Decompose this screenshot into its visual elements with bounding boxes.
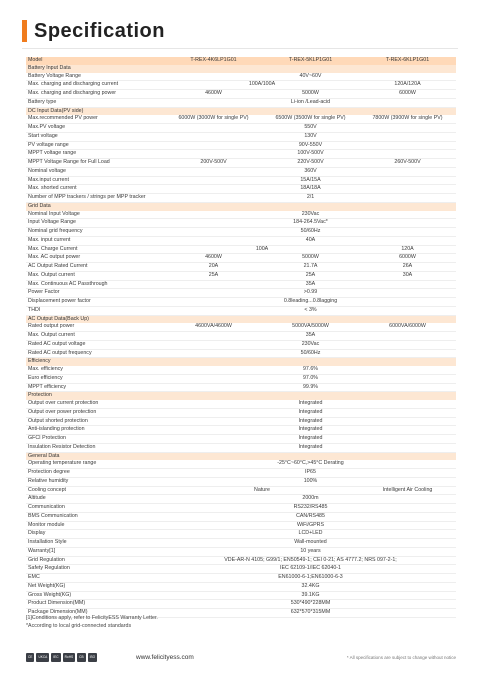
spec-label: Max.input current bbox=[26, 176, 165, 185]
spec-row bbox=[26, 408, 456, 417]
spec-row bbox=[26, 521, 456, 530]
spec-label: Rated output power bbox=[26, 323, 165, 331]
spec-row bbox=[26, 349, 456, 358]
spec-value: 39.1KG bbox=[165, 591, 456, 600]
spec-label: Anti-islanding protection bbox=[26, 426, 165, 435]
spec-label: Output over current protection bbox=[26, 400, 165, 408]
spec-row bbox=[26, 141, 456, 150]
spec-row bbox=[26, 435, 456, 444]
spec-value: 4600VA/4600W bbox=[165, 323, 262, 331]
spec-value: 26A bbox=[359, 263, 456, 272]
spec-label: Grid Regulation bbox=[26, 556, 165, 565]
spec-row bbox=[26, 547, 456, 556]
spec-label: Max. Continuous AC Passthrough bbox=[26, 280, 165, 289]
spec-label: EMC bbox=[26, 574, 165, 583]
spec-label: Max. shorted current bbox=[26, 185, 165, 194]
spec-label: Safety Regulation bbox=[26, 565, 165, 574]
spec-value: 360V bbox=[165, 167, 456, 176]
spec-value: Integrated bbox=[165, 408, 456, 417]
spec-label: GFCI Protection bbox=[26, 435, 165, 444]
spec-row bbox=[26, 460, 456, 468]
spec-row bbox=[26, 150, 456, 159]
spec-value: Nature bbox=[165, 486, 359, 495]
spec-row bbox=[26, 176, 456, 185]
spec-value: 5000W bbox=[262, 254, 359, 263]
spec-value: 99.9% bbox=[165, 383, 456, 392]
spec-value: 130V bbox=[165, 132, 456, 141]
section-title: Efficiency bbox=[26, 358, 456, 366]
spec-label: Max. efficiency bbox=[26, 366, 165, 374]
spec-row bbox=[26, 115, 456, 123]
spec-row bbox=[26, 194, 456, 203]
section-header-ac-output-data-back-up bbox=[26, 315, 456, 323]
spec-row bbox=[26, 167, 456, 176]
spec-value: LCD+LED bbox=[165, 530, 456, 539]
spec-row bbox=[26, 271, 456, 280]
spec-row bbox=[26, 298, 456, 307]
spec-value: 97.0% bbox=[165, 374, 456, 383]
spec-value: 260V-500V bbox=[359, 159, 456, 168]
spec-value: VDE-AR-N 4105; G99/1; EN50549-1; CEI 0-21; AS 4777.2; NRS 097-2-1; bbox=[165, 556, 456, 565]
spec-value: 632*570*315MM bbox=[165, 609, 456, 618]
spec-value: 530*490*228MM bbox=[165, 600, 456, 609]
spec-label: Installation Style bbox=[26, 539, 165, 548]
spec-value: WiFi/GPRS bbox=[165, 521, 456, 530]
spec-value: Integrated bbox=[165, 443, 456, 452]
spec-value: IP65 bbox=[165, 469, 456, 478]
spec-row bbox=[26, 366, 456, 374]
section-header-efficiency bbox=[26, 358, 456, 366]
spec-row bbox=[26, 565, 456, 574]
specification-table bbox=[26, 57, 456, 618]
spec-label: Nominal voltage bbox=[26, 167, 165, 176]
spec-value: 40A bbox=[165, 236, 456, 245]
model-column-header: T-REX-6KLP1G01 bbox=[359, 57, 456, 65]
spec-label: Net Weight(KG) bbox=[26, 582, 165, 591]
spec-value: >0.99 bbox=[165, 289, 456, 298]
spec-value: 120A bbox=[359, 245, 456, 254]
spec-label: MPPT Voltage Range for Full Load bbox=[26, 159, 165, 168]
spec-label: THDI bbox=[26, 306, 165, 315]
spec-label: Gross Weight(KG) bbox=[26, 591, 165, 600]
spec-value: 100A bbox=[165, 245, 359, 254]
spec-label: Max. charging and discharging power bbox=[26, 90, 165, 99]
spec-label: Relative humidity bbox=[26, 477, 165, 486]
spec-label: Max. Charge Current bbox=[26, 245, 165, 254]
spec-value: 25A bbox=[262, 271, 359, 280]
spec-value: 40V~60V bbox=[165, 73, 456, 81]
section-title: DC Input Data(PV side) bbox=[26, 107, 456, 115]
spec-value: 2000m bbox=[165, 495, 456, 504]
spec-label: Communication bbox=[26, 504, 165, 513]
spec-row bbox=[26, 477, 456, 486]
spec-label: Nominal grid frequency bbox=[26, 228, 165, 237]
spec-label: Cooling concept bbox=[26, 486, 165, 495]
spec-value: 97.6% bbox=[165, 366, 456, 374]
spec-value: 100A/100A bbox=[165, 81, 359, 90]
spec-row bbox=[26, 530, 456, 539]
spec-row bbox=[26, 289, 456, 298]
spec-row bbox=[26, 383, 456, 392]
spec-value: 6000VA/6000W bbox=[359, 323, 456, 331]
section-header-battery-input-data bbox=[26, 65, 456, 73]
title-accent-bar bbox=[22, 20, 27, 42]
spec-label: Battery Voltage Range bbox=[26, 73, 165, 81]
spec-label: Package Dimension(MM) bbox=[26, 609, 165, 618]
spec-value: -25°C~60°C,>45°C Derating bbox=[165, 460, 456, 468]
spec-row bbox=[26, 417, 456, 426]
spec-value: 100V-500V bbox=[165, 150, 456, 159]
spec-value: EN61000-6-1;EN61000-6-3 bbox=[165, 574, 456, 583]
spec-value: 4600W bbox=[165, 254, 262, 263]
spec-value: 90V-550V bbox=[165, 141, 456, 150]
disclaimer-text: * All specifications are subject to change without notice bbox=[346, 655, 456, 660]
spec-value: 50/60Hz bbox=[165, 349, 456, 358]
spec-row bbox=[26, 591, 456, 600]
spec-row bbox=[26, 98, 456, 107]
spec-row bbox=[26, 228, 456, 237]
section-header-general-data bbox=[26, 452, 456, 460]
spec-value: 6000W (3000W for single PV) bbox=[165, 115, 262, 123]
spec-label: Output over power protection bbox=[26, 408, 165, 417]
spec-row bbox=[26, 245, 456, 254]
spec-value: 184-264.5Vac* bbox=[165, 219, 456, 228]
section-title: Protection bbox=[26, 392, 456, 400]
spec-label: Output shorted protection bbox=[26, 417, 165, 426]
section-header-dc-input-data-pv-side bbox=[26, 107, 456, 115]
spec-value: 6000W bbox=[359, 90, 456, 99]
spec-label: Protection degree bbox=[26, 469, 165, 478]
spec-label: Max. AC output power bbox=[26, 254, 165, 263]
footnote-warranty: [1]Conditions apply, refer to FelicityESS Warranty Letter. bbox=[26, 615, 158, 621]
page-footer bbox=[26, 652, 456, 664]
spec-row bbox=[26, 400, 456, 408]
spec-label: Warranty[1] bbox=[26, 547, 165, 556]
spec-value: 550V bbox=[165, 124, 456, 133]
spec-value: RS232/RS485 bbox=[165, 504, 456, 513]
spec-row bbox=[26, 185, 456, 194]
spec-row bbox=[26, 211, 456, 219]
spec-label: Max. Output current bbox=[26, 332, 165, 341]
spec-value: 35A bbox=[165, 332, 456, 341]
spec-row bbox=[26, 332, 456, 341]
spec-value: 5000W bbox=[262, 90, 359, 99]
title-divider bbox=[22, 48, 458, 49]
spec-row bbox=[26, 539, 456, 548]
spec-row bbox=[26, 73, 456, 81]
spec-label: MPPT voltage range bbox=[26, 150, 165, 159]
spec-label: Max. charging and discharging current bbox=[26, 81, 165, 90]
model-header-row bbox=[26, 57, 456, 65]
spec-label: Max.recommended PV power bbox=[26, 115, 165, 123]
spec-row bbox=[26, 443, 456, 452]
spec-value: Integrated bbox=[165, 417, 456, 426]
spec-value: Integrated bbox=[165, 435, 456, 444]
model-column-header: T-REX-4K6LP1G01 bbox=[165, 57, 262, 65]
spec-label: MPPT efficiency bbox=[26, 383, 165, 392]
certification-logo: IEC bbox=[51, 653, 60, 662]
spec-value: 120A/120A bbox=[359, 81, 456, 90]
spec-label: Operating temperature range bbox=[26, 460, 165, 468]
certification-logo: CB bbox=[77, 653, 85, 662]
spec-row bbox=[26, 340, 456, 349]
spec-value: Wall-mounted bbox=[165, 539, 456, 548]
section-title: Grid Data bbox=[26, 202, 456, 210]
spec-label: Max. Output current bbox=[26, 271, 165, 280]
spec-label: Number of MPP trackers / strings per MPP tracker bbox=[26, 194, 165, 203]
spec-row bbox=[26, 504, 456, 513]
certification-logo: CE bbox=[26, 653, 34, 662]
certification-logo: ISO bbox=[88, 653, 98, 662]
spec-value: Integrated bbox=[165, 400, 456, 408]
spec-value: 230Vac bbox=[165, 211, 456, 219]
spec-value: 20A bbox=[165, 263, 262, 272]
spec-value: 7800W (3900W for single PV) bbox=[359, 115, 456, 123]
spec-value: 4600W bbox=[165, 90, 262, 99]
spec-label: Input Voltage Range bbox=[26, 219, 165, 228]
spec-row bbox=[26, 306, 456, 315]
certification-strip bbox=[26, 653, 97, 662]
spec-label: Nominal Input Voltage bbox=[26, 211, 165, 219]
spec-value: < 3% bbox=[165, 306, 456, 315]
spec-row bbox=[26, 219, 456, 228]
spec-label: Start voltage bbox=[26, 132, 165, 141]
spec-value: 220V-500V bbox=[262, 159, 359, 168]
spec-row bbox=[26, 512, 456, 521]
spec-value: Li-ion /Lead-acid bbox=[165, 98, 456, 107]
spec-value: 2/1 bbox=[165, 194, 456, 203]
spec-label: Insulation Resistor Detection bbox=[26, 443, 165, 452]
spec-row bbox=[26, 81, 456, 90]
spec-label: Displacement power factor bbox=[26, 298, 165, 307]
spec-value: 15A/15A bbox=[165, 176, 456, 185]
section-title: Battery Input Data bbox=[26, 65, 456, 73]
spec-value: 230Vac bbox=[165, 340, 456, 349]
spec-label: BMS Communication bbox=[26, 512, 165, 521]
spec-value: 32.4KG bbox=[165, 582, 456, 591]
spec-value: 18A/18A bbox=[165, 185, 456, 194]
spec-row bbox=[26, 600, 456, 609]
spec-label: AC Output Rated Current bbox=[26, 263, 165, 272]
certification-logo: UKCA bbox=[36, 653, 49, 662]
section-header-grid-data bbox=[26, 202, 456, 210]
spec-row bbox=[26, 556, 456, 565]
page-header bbox=[22, 18, 165, 44]
spec-label: Rated AC output voltage bbox=[26, 340, 165, 349]
spec-value: IEC 62109-1/IEC 62040-1 bbox=[165, 565, 456, 574]
model-column-header: T-REX-5KLP1G01 bbox=[262, 57, 359, 65]
spec-value: 200V-500V bbox=[165, 159, 262, 168]
spec-label: Battery type bbox=[26, 98, 165, 107]
spec-value: 6000W bbox=[359, 254, 456, 263]
spec-row bbox=[26, 254, 456, 263]
spec-label: Euro efficiency bbox=[26, 374, 165, 383]
spec-value: 50/60Hz bbox=[165, 228, 456, 237]
spec-row bbox=[26, 574, 456, 583]
spec-value: 10 years bbox=[165, 547, 456, 556]
spec-value: 35A bbox=[165, 280, 456, 289]
spec-label: Max. input current bbox=[26, 236, 165, 245]
spec-label: Max.PV voltage bbox=[26, 124, 165, 133]
spec-value: 30A bbox=[359, 271, 456, 280]
footnote-grid-standard: *According to local grid-connected standards bbox=[26, 623, 132, 629]
certification-logo: RoHS bbox=[63, 653, 76, 662]
page-title: Specification bbox=[34, 19, 165, 42]
spec-row bbox=[26, 374, 456, 383]
spec-row bbox=[26, 486, 456, 495]
spec-value: CAN/RS485 bbox=[165, 512, 456, 521]
spec-row bbox=[26, 124, 456, 133]
spec-row bbox=[26, 469, 456, 478]
spec-row bbox=[26, 323, 456, 331]
section-title: General Data bbox=[26, 452, 456, 460]
spec-row bbox=[26, 90, 456, 99]
footnotes bbox=[26, 614, 158, 630]
spec-row bbox=[26, 426, 456, 435]
spec-label: Display bbox=[26, 530, 165, 539]
spec-row bbox=[26, 263, 456, 272]
spec-row bbox=[26, 236, 456, 245]
website-link[interactable]: www.felicityess.com bbox=[136, 654, 194, 661]
spec-row bbox=[26, 132, 456, 141]
spec-row bbox=[26, 159, 456, 168]
spec-label: Power Factor bbox=[26, 289, 165, 298]
spec-row bbox=[26, 280, 456, 289]
spec-row bbox=[26, 495, 456, 504]
spec-row bbox=[26, 582, 456, 591]
spec-label: Altitude bbox=[26, 495, 165, 504]
spec-value: 5000VA/5000W bbox=[262, 323, 359, 331]
spec-value: 25A bbox=[165, 271, 262, 280]
section-title: AC Output Data(Back Up) bbox=[26, 315, 456, 323]
section-header-protection bbox=[26, 392, 456, 400]
spec-value: 6500W (3500W for single PV) bbox=[262, 115, 359, 123]
spec-value: 0.8leading...0.8lagging bbox=[165, 298, 456, 307]
spec-label: Monitor module bbox=[26, 521, 165, 530]
spec-value: 100% bbox=[165, 477, 456, 486]
spec-label: Product Dimension(MM) bbox=[26, 600, 165, 609]
spec-value: Intelligent Air Cooling bbox=[359, 486, 456, 495]
model-label: Model bbox=[26, 57, 165, 65]
spec-value: Integrated bbox=[165, 426, 456, 435]
spec-label: PV voltage range bbox=[26, 141, 165, 150]
spec-value: 21.7A bbox=[262, 263, 359, 272]
spec-label: Rated AC output frequency bbox=[26, 349, 165, 358]
